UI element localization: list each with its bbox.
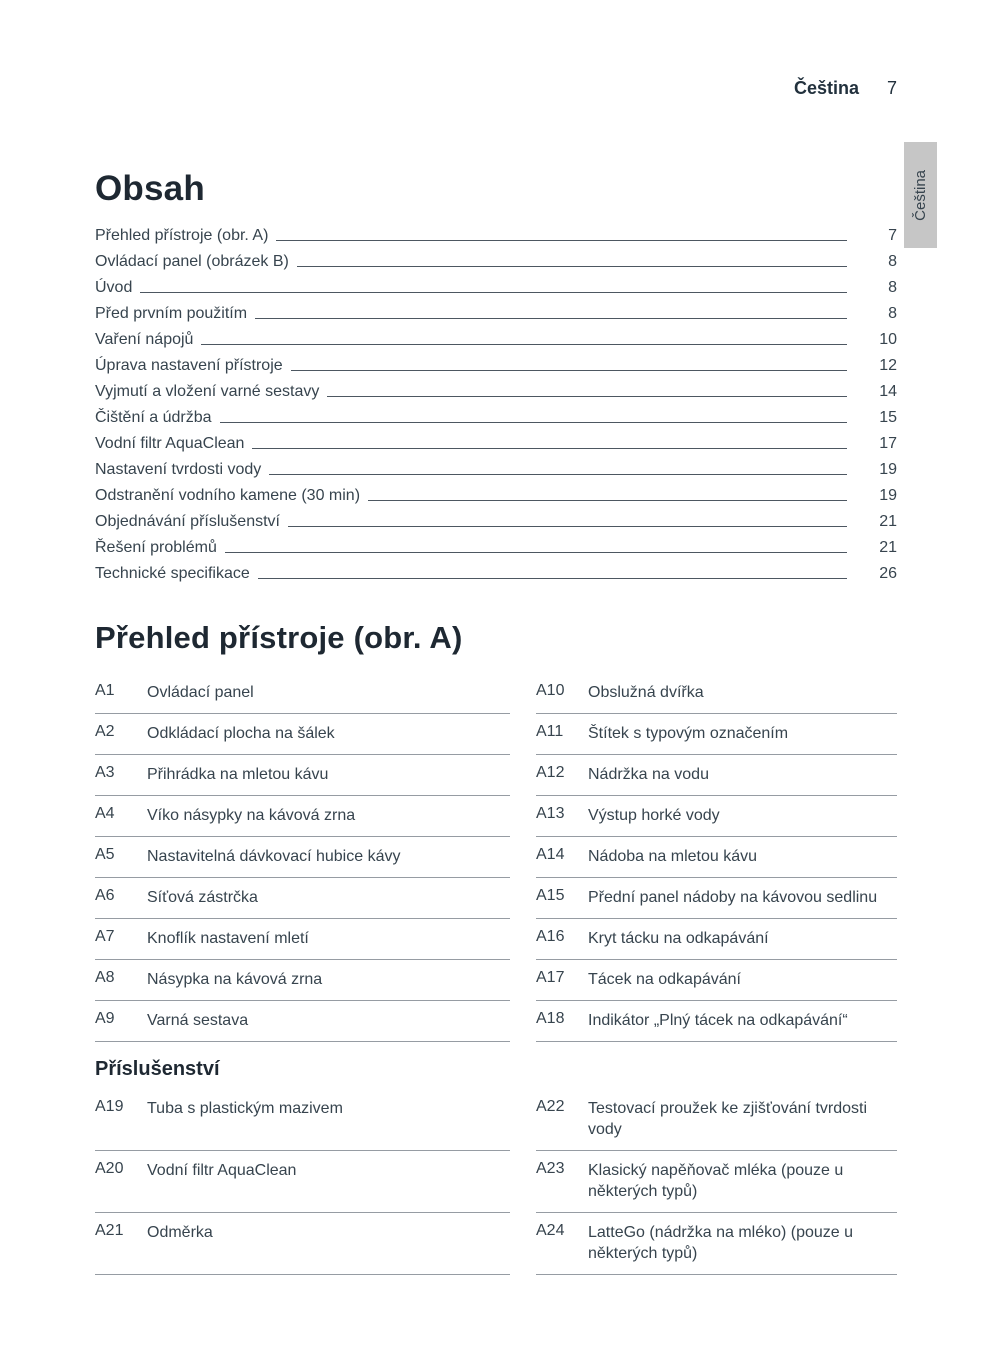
device-part-cell [536,796,897,837]
toc-leader-line [220,422,847,423]
table-row [95,1213,897,1275]
part-code: A13 [536,805,565,822]
toc-title: Obsah [95,169,205,208]
device-part-cell [536,837,897,878]
toc-entry-label: Vaření nápojů [95,331,194,348]
device-part-cell [95,960,510,1001]
toc-entry [95,453,897,479]
toc-entry-page: 7 [888,227,897,244]
toc-leader-line [225,552,847,553]
part-code: A15 [536,887,565,904]
device-part-cell [536,755,897,796]
device-part-cell [536,673,897,714]
part-code: A8 [95,969,115,986]
toc-leader-line [255,318,847,319]
part-code: A17 [536,969,565,986]
header-page-number: 7 [886,78,897,98]
part-code: A22 [536,1098,565,1115]
toc-entry [95,219,897,245]
part-code: A21 [95,1222,124,1239]
accessory-cell [95,1151,510,1213]
device-part-cell [536,878,897,919]
toc-leader-line [276,240,847,241]
device-part-cell [536,1001,897,1042]
part-label: Vodní filtr AquaClean [147,1162,297,1179]
device-part-cell [536,714,897,755]
toc-entry-label: Technické specifikace [95,565,250,582]
toc-entry-page: 26 [879,565,897,582]
device-part-cell [536,960,897,1001]
device-part-cell [95,919,510,960]
part-code: A7 [95,928,115,945]
part-label: Přední panel nádoby na kávovou sedlinu [588,889,878,906]
device-part-cell [95,878,510,919]
toc-leader-line [269,474,847,475]
toc-entry [95,349,897,375]
device-part-cell [95,714,510,755]
toc-entry-page: 14 [879,383,897,400]
part-code: A6 [95,887,115,904]
toc-entry [95,245,897,271]
table-row [95,837,897,878]
toc-entry [95,375,897,401]
toc-entry [95,271,897,297]
part-label: Přihrádka na mletou kávu [147,766,329,783]
table-of-contents [95,219,897,583]
device-overview-table [95,673,897,1042]
toc-leader-line [288,526,847,527]
part-code: A23 [536,1160,565,1177]
table-row [95,1151,897,1213]
accessory-cell [536,1213,897,1275]
part-label: Klasický napěňovač mléka (pouze u některých typů) [588,1162,844,1200]
part-label: Nastavitelná dávkovací hubice kávy [147,848,401,865]
toc-entry-page: 19 [879,487,897,504]
part-label: Knoflík nastavení mletí [147,930,309,947]
toc-entry-label: Přehled přístroje (obr. A) [95,227,269,244]
table-row [95,755,897,796]
toc-leader-line [327,396,847,397]
part-label: Štítek s typovým označením [588,725,789,742]
accessory-cell [95,1089,510,1151]
toc-entry-label: Vodní filtr AquaClean [95,435,245,452]
toc-leader-line [201,344,847,345]
part-code: A1 [95,682,115,699]
part-label: Kryt tácku na odkapávání [588,930,769,947]
part-code: A14 [536,846,565,863]
toc-entry-page: 15 [879,409,897,426]
part-label: Nádoba na mletou kávu [588,848,757,865]
toc-entry-page: 12 [879,357,897,374]
toc-entry-page: 8 [888,279,897,296]
device-part-cell [95,755,510,796]
part-label: Tuba s plastickým mazivem [147,1100,343,1117]
header-language-label: Čeština [793,78,859,98]
device-part-cell [95,673,510,714]
toc-entry-label: Odstranění vodního kamene (30 min) [95,487,361,504]
toc-entry-label: Úvod [95,279,133,296]
accessory-cell [95,1213,510,1275]
language-side-tab [904,142,937,248]
part-label: Varná sestava [147,1012,249,1029]
part-label: Odměrka [147,1224,213,1241]
side-tab-label: Čeština [912,169,929,221]
table-row [95,714,897,755]
part-code: A9 [95,1010,115,1027]
toc-entry-page: 10 [879,331,897,348]
accessory-cell [536,1089,897,1151]
part-label: Víko násypky na kávová zrna [147,807,356,824]
part-code: A24 [536,1222,565,1239]
accessories-table [95,1089,897,1275]
part-label: Obslužná dvířka [588,684,704,701]
toc-entry [95,557,897,583]
toc-entry-label: Nastavení tvrdosti vody [95,461,262,478]
part-code: A12 [536,764,565,781]
part-code: A3 [95,764,115,781]
overview-section-title: Přehled přístroje (obr. A) [95,620,463,655]
toc-entry [95,297,897,323]
toc-leader-line [297,266,847,267]
table-row [95,673,897,714]
part-code: A2 [95,723,115,740]
table-row [95,1089,897,1151]
page-content [95,0,897,1275]
table-row [95,878,897,919]
part-code: A10 [536,682,565,699]
table-row [95,960,897,1001]
toc-entry-page: 8 [888,305,897,322]
device-part-cell [95,796,510,837]
toc-entry-page: 19 [879,461,897,478]
part-code: A20 [95,1160,124,1177]
part-label: LatteGo (nádržka na mléko) (pouze u některých typů) [588,1224,854,1262]
part-code: A5 [95,846,115,863]
part-label: Násypka na kávová zrna [147,971,323,988]
part-label: Testovací proužek ke zjišťování tvrdosti vody [588,1100,868,1138]
part-label: Síťová zástrčka [147,889,258,906]
toc-entry [95,479,897,505]
table-row [95,919,897,960]
part-label: Tácek na odkapávání [588,971,741,988]
toc-entry-label: Úprava nastavení přístroje [95,357,283,374]
toc-leader-line [140,292,847,293]
part-code: A16 [536,928,565,945]
toc-entry [95,505,897,531]
toc-leader-line [252,448,847,449]
device-part-cell [95,837,510,878]
toc-entry-label: Ovládací panel (obrázek B) [95,253,289,270]
toc-entry-label: Čištění a údržba [95,409,212,426]
toc-entry-label: Řešení problémů [95,539,217,556]
part-label: Výstup horké vody [588,807,720,824]
part-code: A18 [536,1010,565,1027]
toc-entry-page: 21 [879,539,897,556]
part-code: A19 [95,1098,124,1115]
toc-entry-page: 8 [888,253,897,270]
part-label: Odkládací plocha na šálek [147,725,335,742]
part-label: Indikátor „Plný tácek na odkapávání“ [588,1012,848,1029]
page-header [95,78,897,99]
toc-entry-page: 17 [879,435,897,452]
toc-entry [95,401,897,427]
toc-entry [95,427,897,453]
toc-leader-line [258,578,847,579]
toc-entry [95,323,897,349]
accessories-title: Příslušenství [95,1058,220,1080]
toc-leader-line [291,370,847,371]
part-code: A11 [536,723,564,740]
part-label: Ovládací panel [147,684,254,701]
part-code: A4 [95,805,115,822]
toc-entry-label: Před prvním použitím [95,305,248,322]
table-row [95,1001,897,1042]
device-part-cell [95,1001,510,1042]
table-row [95,796,897,837]
part-label: Nádržka na vodu [588,766,709,783]
accessory-cell [536,1151,897,1213]
toc-leader-line [368,500,847,501]
toc-entry-label: Objednávání příslušenství [95,513,280,530]
toc-entry-label: Vyjmutí a vložení varné sestavy [95,383,320,400]
toc-entry-page: 21 [879,513,897,530]
toc-entry [95,531,897,557]
device-part-cell [536,919,897,960]
